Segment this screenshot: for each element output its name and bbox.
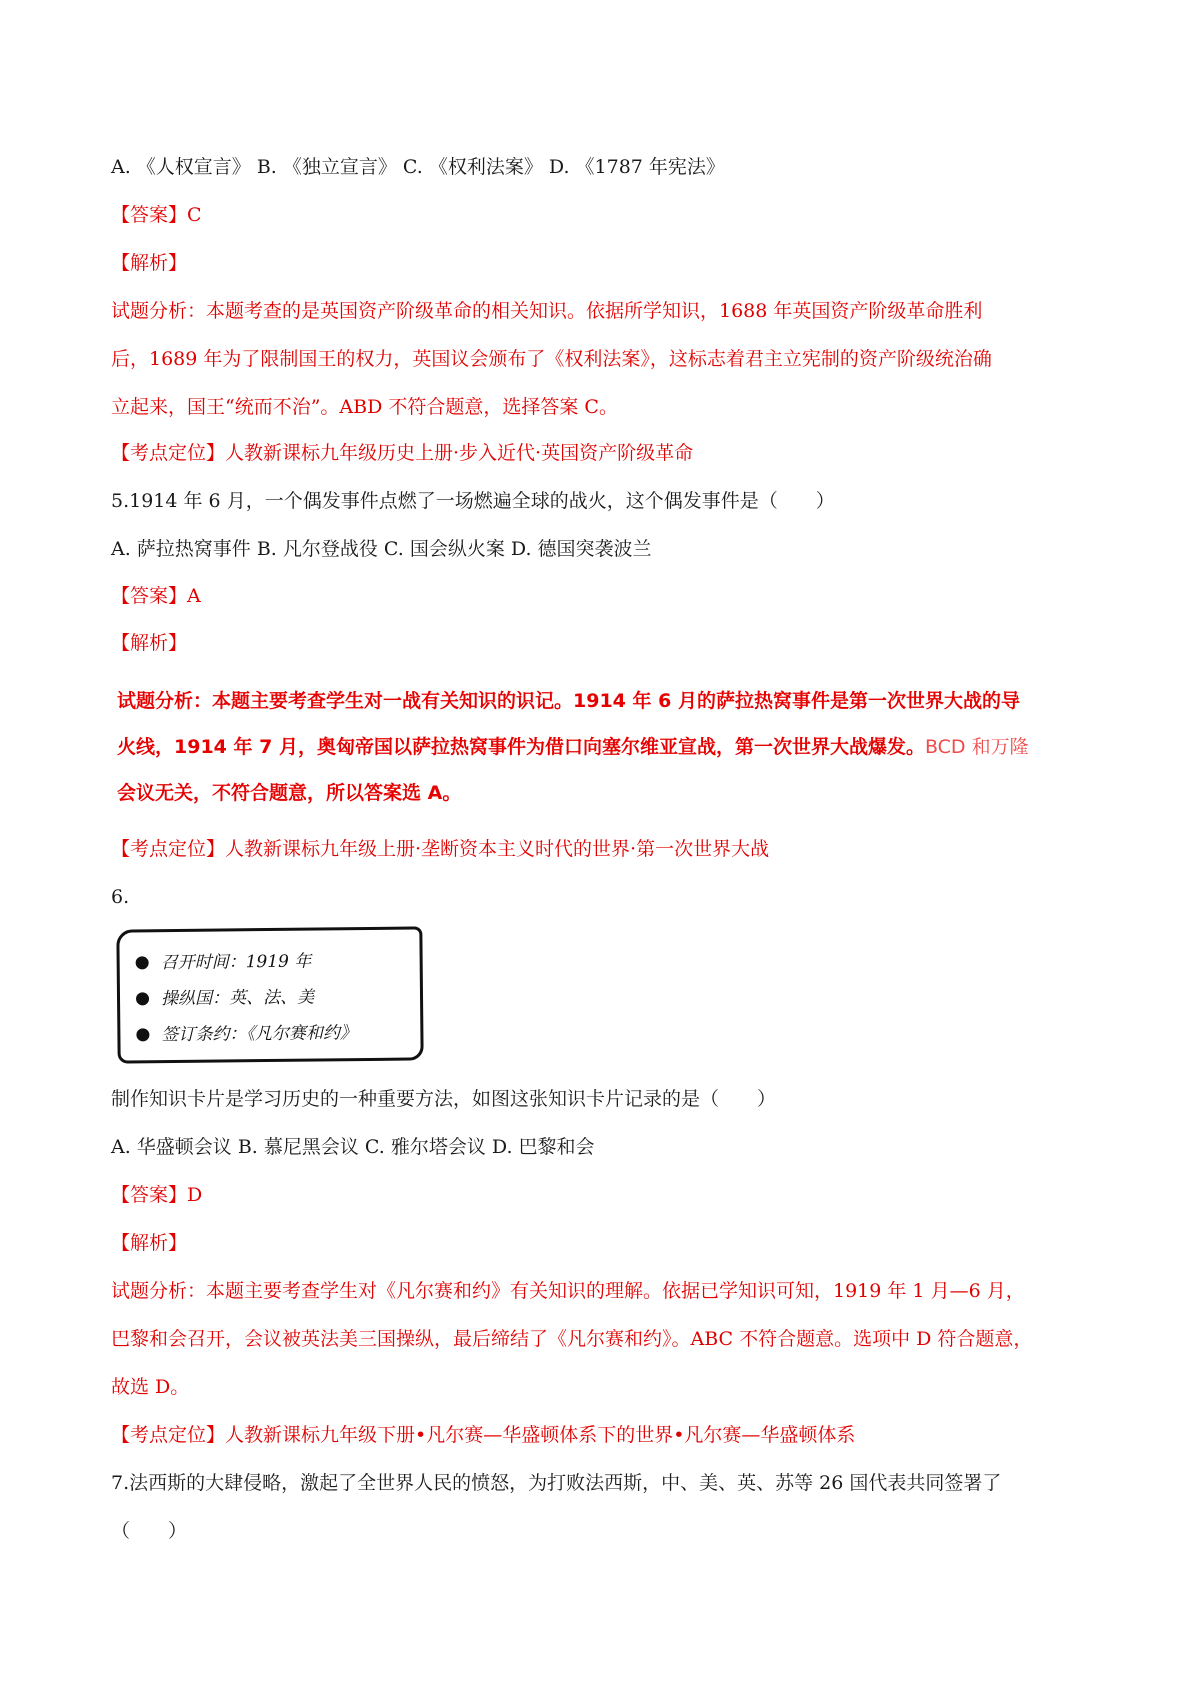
q6-point [111,1422,855,1448]
q5-analysis-line-1: 试题分析：本题主要考查学生对一战有关知识的识记。1914 年 6 月的萨拉热窝事件是第一次世界大战的导 [117,690,1020,712]
q4-answer [111,202,202,228]
q6-question: 制作知识卡片是学习历史的一种重要方法，如图这张知识卡片记录的是（ ） [111,1088,777,1110]
q6-analysis-label: 【解析】 [111,1232,188,1254]
q6-analysis-line-3: 故选 D。 [111,1376,190,1398]
card-row-time [136,947,312,974]
q4-analysis-line-2: 后，1689 年为了限制国王的权力，英国议会颁布了《权利法案》，这标志着君主立宪制的资产阶级统治确 [111,348,992,370]
q5-answer [111,583,201,609]
q6-options: A. 华盛顿会议 B. 慕尼黑会议 C. 雅尔塔会议 D. 巴黎和会 [111,1136,595,1158]
card-row-treaty [136,1018,357,1045]
q5-analysis-label: 【解析】 [111,632,188,654]
q5-options: A. 萨拉热窝事件 B. 凡尔登战役 C. 国会纵火案 D. 德国突袭波兰 [111,538,652,560]
q4-point-text: 人教新课标九年级历史上册·步入近代·英国资产阶级革命 [225,442,694,464]
q5-analysis-line-2-text: 火线，1914 年 7 月，奥匈帝国以萨拉热窝事件为借口向塞尔维亚宣战，第一次世界大战爆发。 [117,736,925,758]
q4-answer-value: C [187,204,202,226]
q5-point [111,836,769,862]
q5-answer-value: A [187,585,201,607]
q5-analysis-line-2 [117,734,1029,760]
q6-point-text: 人教新课标九年级下册•凡尔赛—华盛顿体系下的世界•凡尔赛—华盛顿体系 [225,1424,856,1446]
q5-answer-label: 【答案】 [111,585,188,607]
q7-question-line-1: 7.法西斯的大肆侵略，激起了全世界人民的愤怒，为打败法西斯，中、美、英、苏等 26 国代表共同签署了 [111,1472,1002,1494]
card-row-countries-text: 操纵国：英、法、美 [160,987,315,1010]
bullet-icon [136,956,149,969]
q4-analysis-line-3: 立起来，国王“统而不治”。ABD 不符合题意，选择答案 C。 [111,396,618,418]
q5-point-label: 【考点定位】 [111,838,226,860]
q7-question-line-2: （ ） [111,1520,188,1542]
q6-point-label: 【考点定位】 [111,1424,226,1446]
q4-options: A. 《人权宣言》 B. 《独立宣言》 C. 《权利法案》 D. 《1787 年宪法》 [111,156,725,178]
q4-analysis-label: 【解析】 [111,252,188,274]
q4-point-label: 【考点定位】 [111,442,226,464]
q6-analysis-line-2: 巴黎和会召开，会议被英法美三国操纵，最后缔结了《凡尔赛和约》。ABC 不符合题意。选项中 D 符合题意， [111,1328,1033,1350]
q6-number: 6. [111,886,130,908]
bullet-icon [136,1028,149,1041]
q5-analysis-tail: BCD 和万隆 [924,736,1029,758]
bullet-icon [136,992,149,1005]
card-row-countries [136,983,314,1010]
card-row-time-text: 召开时间：1919 年 [160,951,312,974]
q5-analysis-line-3: 会议无关，不符合题意，所以答案选 A。 [117,782,462,804]
q6-answer-value: D [187,1184,203,1206]
q4-answer-label: 【答案】 [111,204,188,226]
q6-analysis-line-1: 试题分析：本题主要考查学生对《凡尔赛和约》有关知识的理解。依据已学知识可知，1919 年 1 月—6 月， [111,1280,1025,1302]
q4-analysis-line-1: 试题分析：本题考查的是英国资产阶级革命的相关知识。依据所学知识，1688 年英国资产阶级革命胜利 [111,300,983,322]
q5-point-text: 人教新课标九年级上册·垄断资本主义时代的世界·第一次世界大战 [225,838,770,860]
q6-answer [111,1182,202,1208]
card-row-treaty-text: 签订条约：《凡尔赛和约》 [161,1023,358,1046]
knowledge-card [116,926,423,1063]
q4-point [111,440,693,466]
q6-answer-label: 【答案】 [111,1184,188,1206]
q5-question: 5.1914 年 6 月，一个偶发事件点燃了一场燃遍全球的战火，这个偶发事件是（ ） [111,490,835,512]
